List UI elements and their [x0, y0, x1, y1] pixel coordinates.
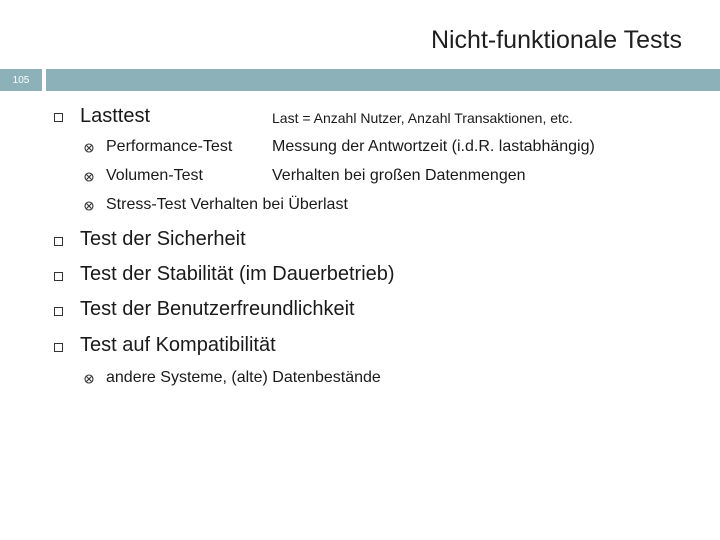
hollow-square-icon: [54, 272, 63, 281]
bullet-lasttest: Lasttest: [80, 105, 151, 127]
bullet-kompatibilitaet: Test auf Kompatibilität: [80, 334, 276, 356]
sub-bullet-andere-systeme: andere Systeme, (alte) Datenbestände: [106, 369, 381, 386]
volumen-test-desc: Verhalten bei großen Datenmengen: [272, 167, 526, 184]
sub-bullet-volumen-test: Volumen-Test: [106, 167, 203, 184]
header-divider-bar: [46, 69, 720, 91]
slide-title: Nicht-funktionale Tests: [430, 26, 682, 54]
circled-cross-icon: [84, 201, 94, 211]
bullet-sicherheit: Test der Sicherheit: [80, 228, 246, 250]
page-number-badge: [0, 69, 42, 91]
lasttest-note: Last = Anzahl Nutzer, Anzahl Transaktionen, etc.: [272, 110, 573, 126]
bullet-benutzerfreundlichkeit: Test der Benutzerfreundlichkeit: [80, 298, 355, 320]
circled-cross-icon: [84, 143, 94, 153]
sub-bullet-stress-test: Stress-Test Verhalten bei Überlast: [106, 196, 348, 213]
hollow-square-icon: [54, 113, 63, 122]
sub-bullet-performance-test: Performance-Test: [106, 138, 233, 155]
performance-test-desc: Messung der Antwortzeit (i.d.R. lastabhängig): [272, 138, 595, 155]
bullet-stabilitaet: Test der Stabilität (im Dauerbetrieb): [80, 263, 395, 285]
hollow-square-icon: [54, 343, 63, 352]
circled-cross-icon: [84, 172, 94, 182]
page-number: 105: [12, 74, 30, 86]
hollow-square-icon: [54, 307, 63, 316]
circled-cross-icon: [84, 374, 94, 384]
hollow-square-icon: [54, 237, 63, 246]
